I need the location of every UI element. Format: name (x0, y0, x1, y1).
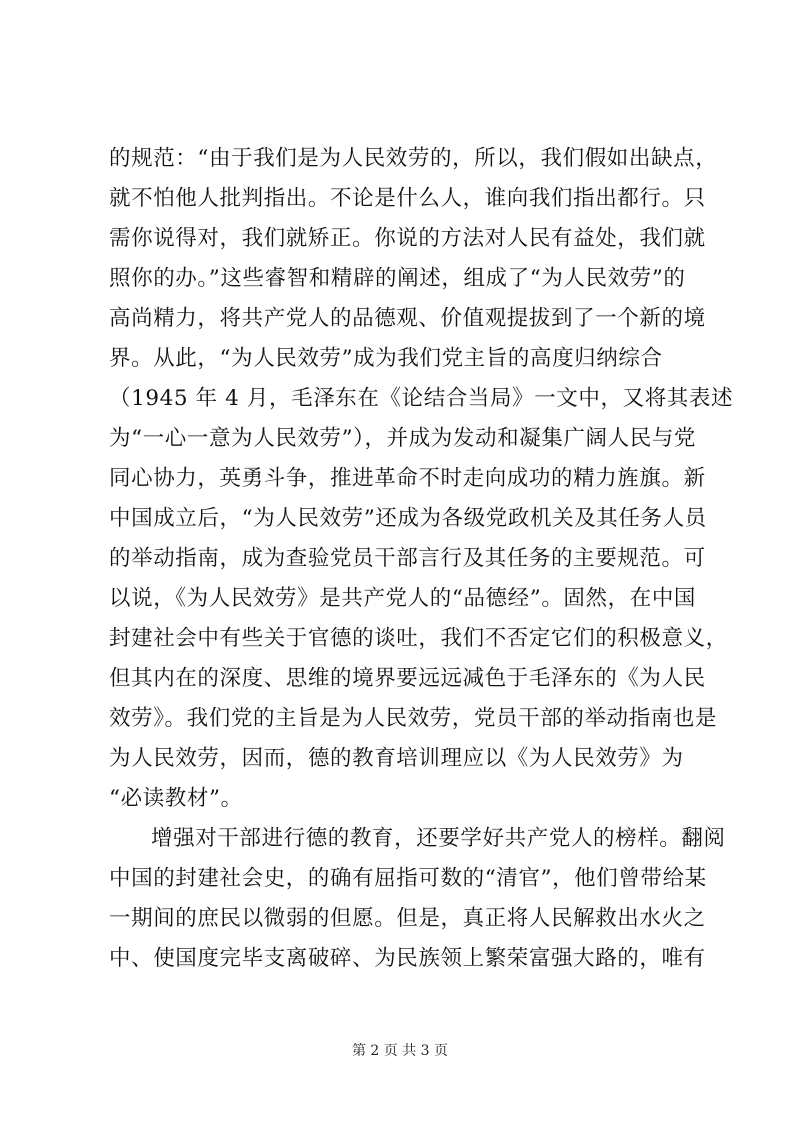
text-line: 一期间的庶民以微弱的但愿。但是，真正将人民解救出水火之 (109, 906, 706, 931)
text-line: 但其内在的深度、思维的境界要远远减色于毛泽东的《为人民 (109, 666, 706, 691)
text-line: 的规范：“由于我们是为人民效劳的，所以，我们假如出缺点， (109, 146, 718, 171)
text-line: 需你说得对，我们就矫正。你说的方法对人民有益处，我们就 (109, 226, 706, 251)
page-number-footer: 第 2 页 共 3 页 (351, 1043, 449, 1059)
paragraph-first-line: 增强对干部进行德的教育，还要学好共产党人的榜样。翻阅 (151, 826, 726, 851)
text-line: （1945 年 4 月，毛泽东在《论结合当局》一文中，又将其表述 (109, 386, 734, 411)
text-line: 的举动指南，成为查验党员干部言行及其任务的主要规范。可 (109, 546, 706, 571)
text-line: 中国成立后，“为人民效劳”还成为各级党政机关及其任务人员 (109, 506, 707, 531)
text-line: 为“一心一意为人民效劳”），并成为发动和凝集广阔人民与党 (109, 426, 697, 451)
text-line: 高尚精力，将共产党人的品德观、价值观提拔到了一个新的境 (109, 306, 706, 331)
text-line: 为人民效劳，因而，德的教育培训理应以《为人民效劳》为 (109, 746, 684, 771)
text-line: 封建社会中有些关于官德的谈吐，我们不否定它们的积极意义， (109, 626, 728, 651)
text-line: 界。从此，“为人民效劳”成为我们党主旨的高度归纳综合 (109, 346, 663, 371)
text-line: 效劳》。我们党的主旨是为人民效劳，党员干部的举动指南也是 (109, 706, 718, 731)
text-line: 中国的封建社会史，的确有屈指可数的“清官”，他们曾带给某 (109, 866, 707, 891)
text-line: 就不怕他人批判指出。不论是什么人，谁向我们指出都行。只 (109, 186, 706, 211)
text-line: “必读教材”。 (109, 786, 243, 811)
text-line: 照你的办。”这些睿智和精辟的阐述，组成了“为人民效劳”的 (109, 266, 686, 291)
text-line: 同心协力，英勇斗争，推进革命不时走向成功的精力旌旗。新 (109, 466, 706, 491)
text-line: 中、使国度完毕支离破碎、为民族领上繁荣富强大路的，唯有 (109, 946, 706, 971)
text-line: 以说，《为人民效劳》是共产党人的“品德经”。固然，在中国 (109, 586, 697, 611)
